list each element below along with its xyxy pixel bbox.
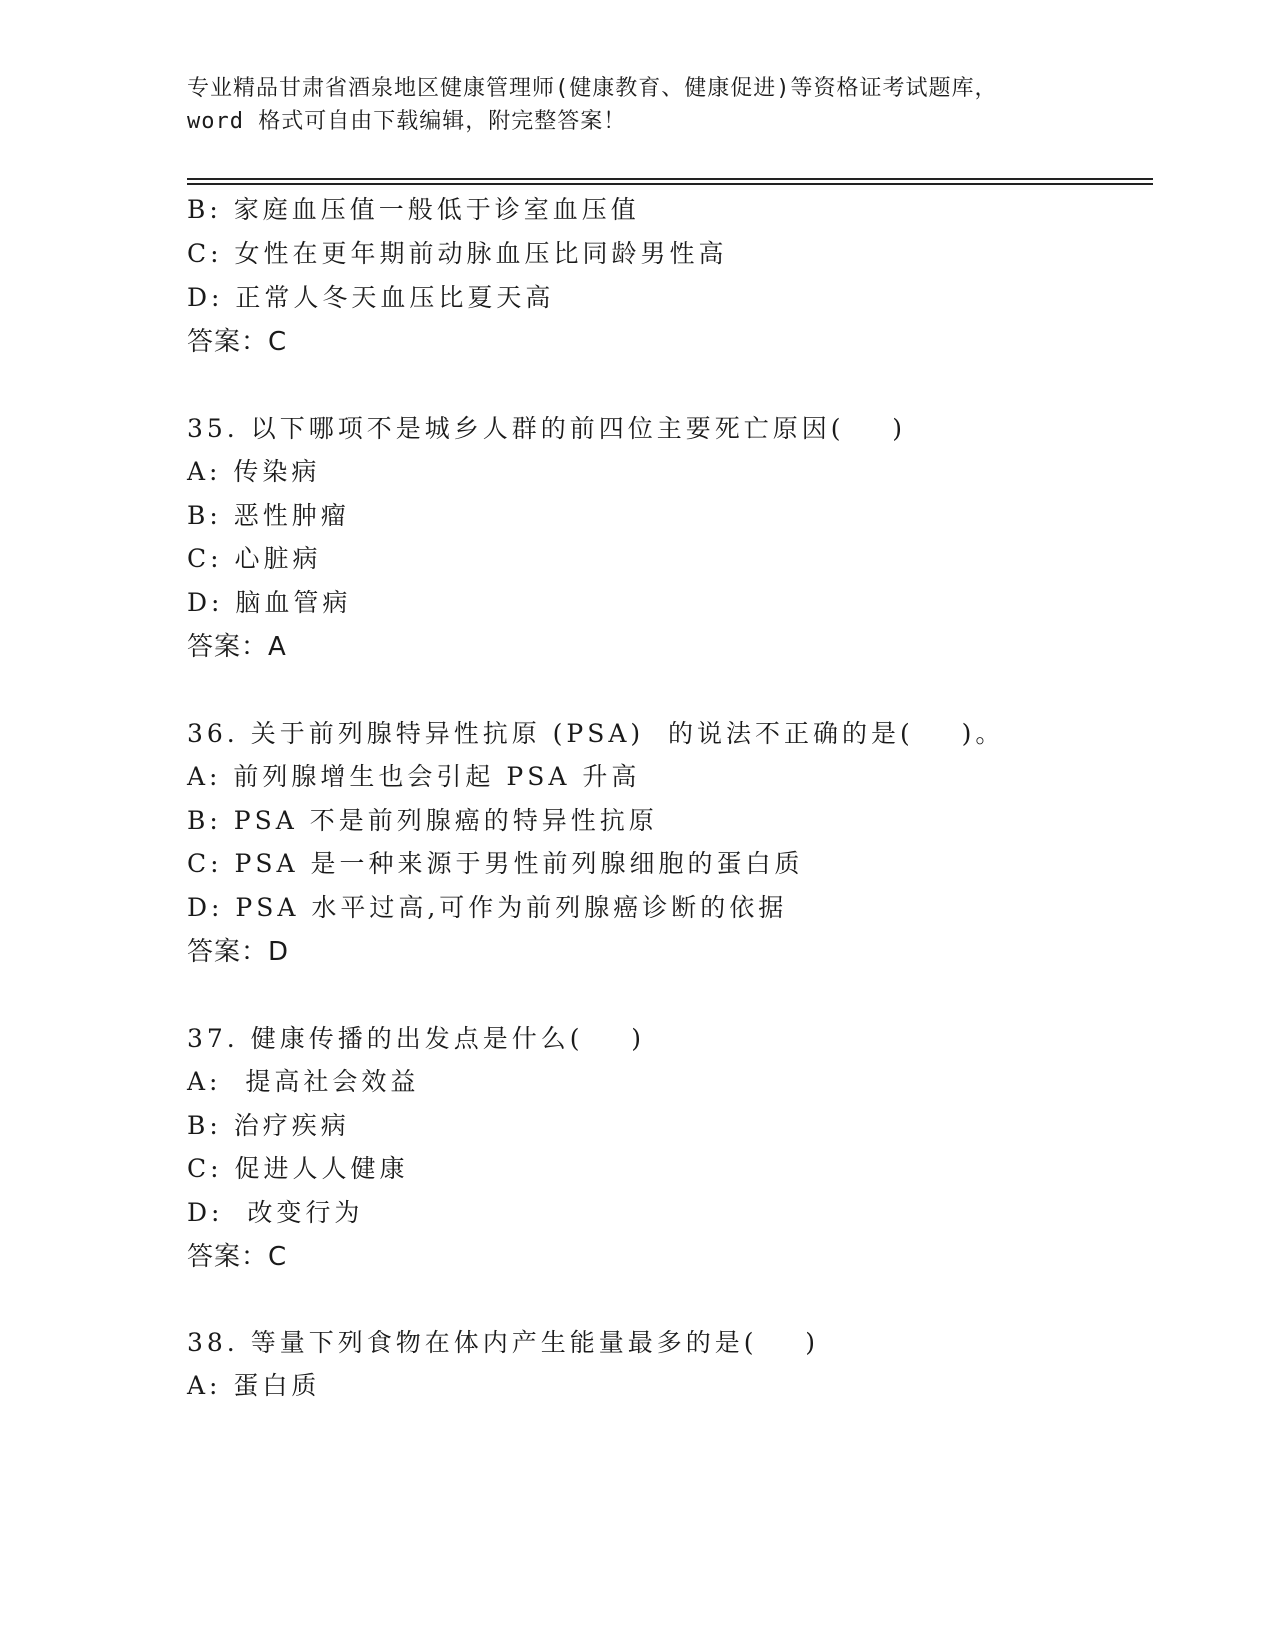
document-header [187, 72, 1087, 138]
q35-option-c: C: 心脏病 [187, 544, 322, 573]
q37-option-b: B: 治疗疾病 [187, 1111, 350, 1140]
prev-option-b: B: 家庭血压值一般低于诊室血压值 [187, 195, 640, 224]
q37-option-d: D: 改变行为 [187, 1198, 364, 1227]
header-divider-bottom [187, 183, 1153, 185]
prev-option-c: C: 女性在更年期前动脉血压比同龄男性高 [187, 239, 728, 268]
q36-answer: 答案：D [187, 937, 290, 967]
q37-question: 37. 健康传播的出发点是什么( ) [187, 1024, 646, 1053]
q36-question: 36. 关于前列腺特异性抗原 (PSA) 的说法不正确的是( )。 [187, 719, 1005, 748]
q35-option-b: B: 恶性肿瘤 [187, 501, 350, 530]
header-divider-top [187, 178, 1153, 180]
q36-option-c: C: PSA 是一种来源于男性前列腺细胞的蛋白质 [187, 849, 804, 878]
q35-option-d: D: 脑血管病 [187, 588, 352, 617]
q37-option-c: C: 促进人人健康 [187, 1154, 409, 1183]
q36-option-d: D: PSA 水平过高,可作为前列腺癌诊断的依据 [187, 893, 788, 922]
q35-option-a: A: 传染病 [187, 457, 321, 486]
header-line-1: 专业精品甘肃省酒泉地区健康管理师(健康教育、健康促进)等资格证考试题库， [187, 76, 998, 101]
q37-option-a: A: 提高社会效益 [187, 1067, 420, 1096]
header-line-2: word 格式可自由下载编辑，附完整答案！ [187, 109, 627, 134]
q37-answer: 答案：C [187, 1242, 288, 1272]
q38-option-a: A: 蛋白质 [187, 1371, 321, 1400]
q35-question: 35. 以下哪项不是城乡人群的前四位主要死亡原因( ) [187, 414, 907, 443]
q36-option-a: A: 前列腺增生也会引起 PSA 升高 [187, 762, 641, 791]
prev-answer: 答案：C [187, 327, 288, 357]
q35-answer: 答案：A [187, 632, 287, 662]
prev-option-d: D: 正常人冬天血压比夏天高 [187, 283, 555, 312]
q38-question: 38. 等量下列食物在体内产生能量最多的是( ) [187, 1328, 820, 1357]
q36-option-b: B: PSA 不是前列腺癌的特异性抗原 [187, 806, 658, 835]
